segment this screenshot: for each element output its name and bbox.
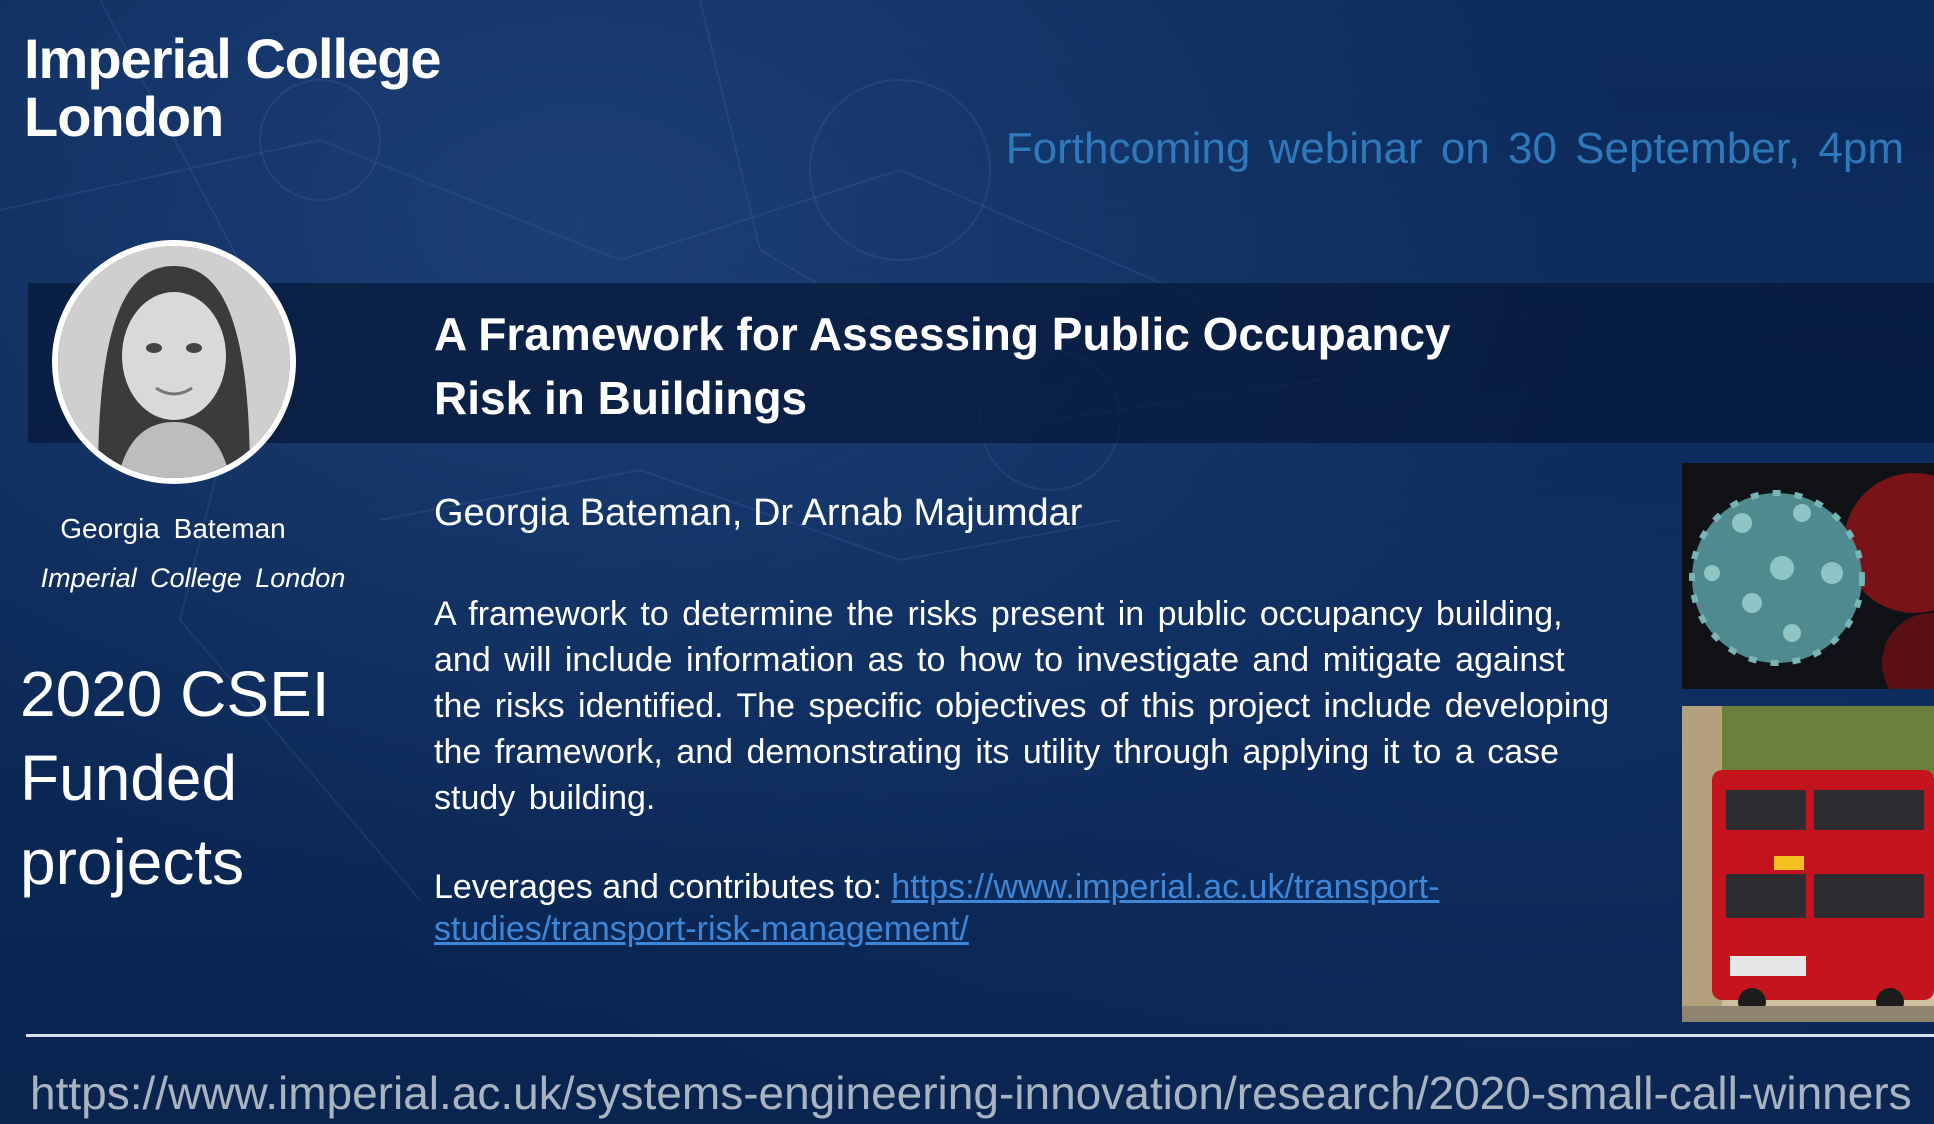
webinar-announcement: Forthcoming webinar on 30 September, 4pm — [1005, 124, 1904, 173]
footer-url: https://www.imperial.ac.uk/systems-engineering-innovation/research/2020-small-call-winners — [30, 1067, 1912, 1119]
project-title-line-1: A Framework for Assessing Public Occupancy — [434, 308, 1451, 360]
project-authors: Georgia Bateman, Dr Arnab Majumdar — [434, 492, 1083, 534]
leverages-paragraph — [434, 866, 1534, 950]
imperial-college-logo — [24, 27, 441, 148]
program-line-3: projects — [20, 826, 245, 898]
red-bus-image — [1682, 706, 1934, 1022]
virus-image — [1682, 463, 1934, 689]
red-double-decker-bus-icon — [1682, 706, 1934, 1022]
speaker-affiliation: Imperial College London — [40, 563, 346, 593]
logo-line-2: London — [24, 85, 224, 148]
transport-risk-link[interactable]: https://www.imperial.ac.uk/transport-studies/transport-risk-management/ — [434, 868, 1440, 948]
speaker-portrait-icon — [58, 246, 290, 478]
project-description: A framework to determine the risks present in public occupancy building, and will include information as to how to investigate and mitigate against the risks identified. The specific objectives of this project include developing the framework, and demonstrating its utility through applying it to a case study building. — [434, 595, 1610, 817]
speaker-name: Georgia Bateman — [60, 513, 286, 544]
project-title — [434, 302, 1634, 430]
project-title-line-2: Risk in Buildings — [434, 372, 808, 424]
coronavirus-illustration-icon — [1682, 463, 1934, 689]
program-line-1: 2020 CSEI — [20, 658, 330, 730]
speaker-avatar — [52, 240, 296, 484]
logo-line-1: Imperial College — [24, 27, 441, 90]
program-line-2: Funded — [20, 742, 238, 814]
leverages-label: Leverages and contributes to: — [434, 868, 882, 906]
footer-divider — [26, 1034, 1934, 1037]
